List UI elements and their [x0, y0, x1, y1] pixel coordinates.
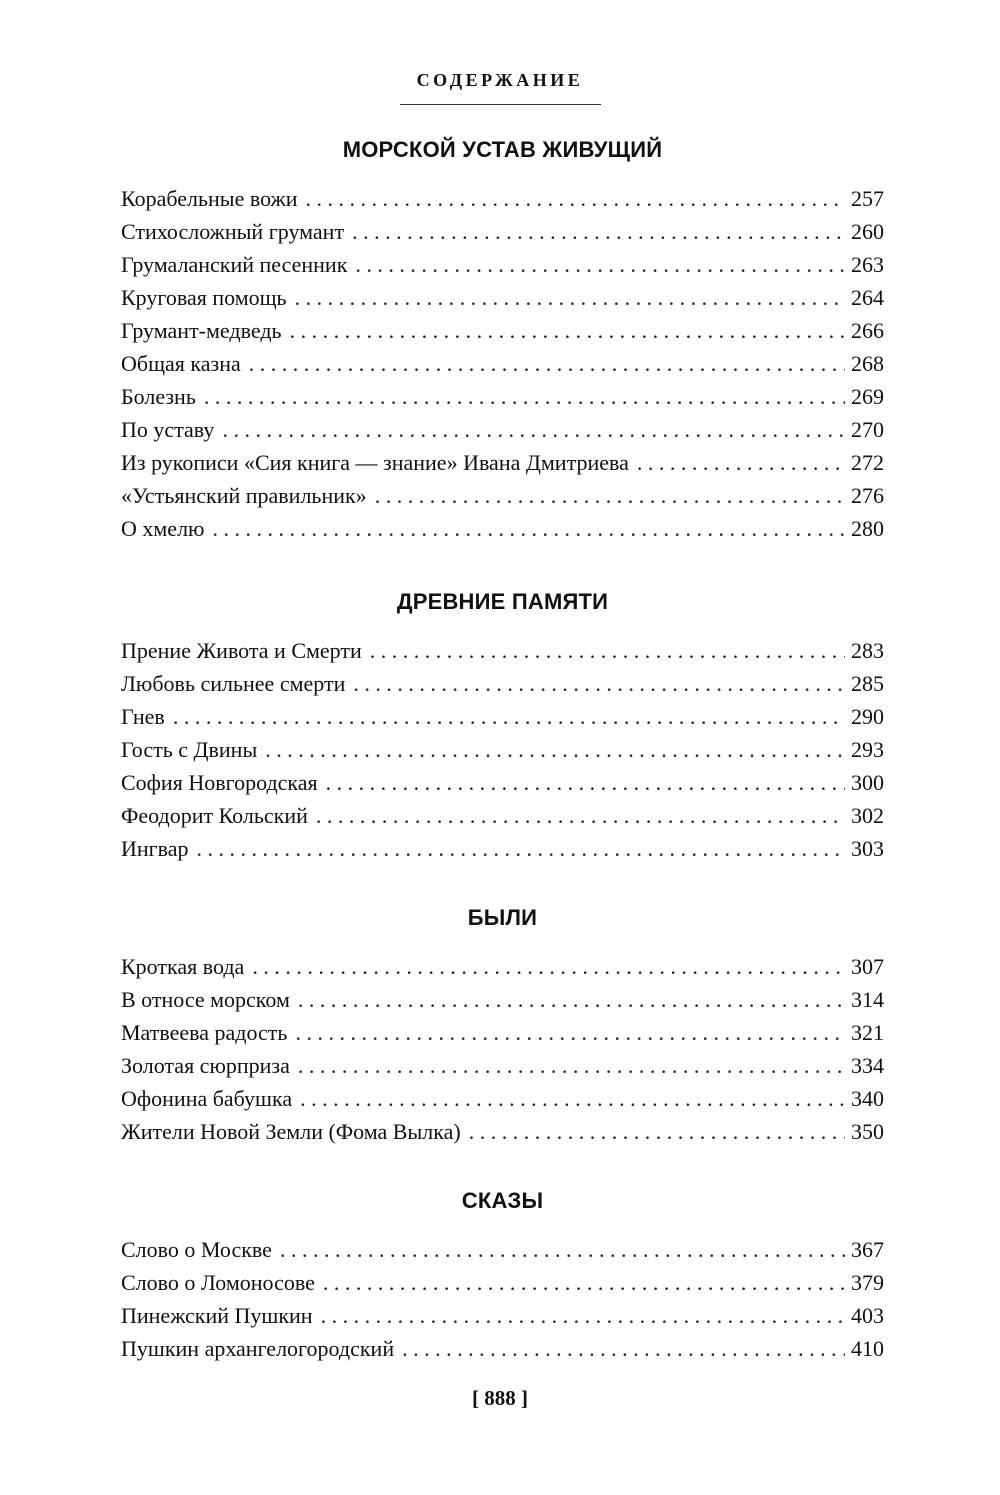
toc-entry: [121, 314, 884, 347]
toc-entry: [121, 347, 884, 380]
toc-entry: [121, 479, 884, 512]
toc-entry-title: Грумаланский песенник: [121, 252, 348, 277]
toc-entry-title: О хмелю: [121, 516, 205, 541]
dot-leader: [295, 281, 845, 314]
dot-leader: [249, 347, 845, 380]
toc-entry-title: Гость с Двины: [121, 737, 258, 762]
toc-entry-title: Офонина бабушка: [121, 1086, 293, 1111]
toc-entry-title: Кроткая вода: [121, 954, 245, 979]
toc-entry-title: Общая казна: [121, 351, 241, 376]
dot-leader: [298, 1049, 845, 1082]
dot-leader: [326, 766, 845, 799]
toc-entry-title: Золотая сюрприза: [121, 1053, 290, 1078]
toc-entry-page: 410: [851, 1336, 884, 1361]
toc-entry: [121, 1082, 884, 1115]
toc-entry-page: 367: [851, 1237, 884, 1262]
toc-entry-page: 340: [851, 1086, 884, 1111]
toc-entry-title: Слово о Ломоносове: [121, 1270, 315, 1295]
toc-entry: [121, 380, 884, 413]
toc-entry-title: По уставу: [121, 417, 215, 442]
section-title: СКАЗЫ: [461, 1188, 544, 1213]
section-title: ДРЕВНИЕ ПАМЯТИ: [396, 589, 609, 614]
toc-section: [121, 584, 884, 865]
toc-entry-title: «Устьянский правильник»: [121, 483, 367, 508]
toc-list: [121, 950, 884, 1148]
toc-entry-page: 264: [851, 285, 884, 310]
toc-entry-page: 285: [851, 671, 884, 696]
toc-section: [121, 1183, 884, 1365]
toc-entry-page: 283: [851, 638, 884, 663]
dot-leader: [370, 634, 845, 667]
dot-leader: [352, 215, 845, 248]
toc-entry-title: Круговая помощь: [121, 285, 287, 310]
page-number: [ 888 ]: [472, 1386, 528, 1410]
dot-leader: [637, 446, 845, 479]
toc-entry: [121, 446, 884, 479]
toc-entry-page: 307: [851, 954, 884, 979]
toc-entry-page: 314: [851, 987, 884, 1012]
toc-entry-title: Болезнь: [121, 384, 196, 409]
running-head: СОДЕРЖАНИЕ: [416, 70, 584, 90]
toc-entry-title: Гнев: [121, 704, 165, 729]
dot-leader: [295, 1016, 845, 1049]
toc-entry: [121, 248, 884, 281]
toc-section: [121, 132, 884, 545]
running-head-rule: [400, 104, 601, 105]
toc-entry: [121, 766, 884, 799]
toc-entry-page: 334: [851, 1053, 884, 1078]
dot-leader: [321, 1299, 845, 1332]
dot-leader: [300, 1082, 845, 1115]
toc-entry-page: 266: [851, 318, 884, 343]
dot-leader: [469, 1115, 845, 1148]
toc-entry-page: 302: [851, 803, 884, 828]
toc-entry: [121, 1332, 884, 1365]
toc-entry: [121, 667, 884, 700]
dot-leader: [265, 733, 845, 766]
dot-leader: [355, 248, 845, 281]
dot-leader: [323, 1266, 845, 1299]
toc-entry-title: Стихосложный грумант: [121, 219, 345, 244]
toc-entry: [121, 182, 884, 215]
toc-entry: [121, 1049, 884, 1082]
dot-leader: [316, 799, 845, 832]
section-title: БЫЛИ: [467, 905, 538, 930]
toc-entry-title: Пушкин архангелогородский: [121, 1336, 395, 1361]
toc-entry-title: Феодорит Кольский: [121, 803, 308, 828]
toc-entry-title: София Новгородская: [121, 770, 318, 795]
toc-entry: [121, 512, 884, 545]
toc-entry: [121, 634, 884, 667]
toc-entry-title: Пинежский Пушкин: [121, 1303, 313, 1328]
toc-entry-title: Слово о Москве: [121, 1237, 272, 1262]
toc-entry: [121, 281, 884, 314]
dot-leader: [353, 667, 845, 700]
dot-leader: [298, 983, 845, 1016]
toc-entry-title: Жители Новой Земли (Фома Вылка): [121, 1119, 461, 1144]
toc-entry-title: Из рукописи «Сия книга — знание» Ивана Дмитриева: [121, 450, 629, 475]
toc-entry-page: 270: [851, 417, 884, 442]
dot-leader: [204, 380, 845, 413]
toc-entry-page: 303: [851, 836, 884, 861]
dot-leader: [402, 1332, 845, 1365]
toc-entry: [121, 983, 884, 1016]
toc-entry-page: 293: [851, 737, 884, 762]
toc-entry-title: Грумант-медведь: [121, 318, 282, 343]
toc-entry: [121, 1233, 884, 1266]
toc-section: [121, 900, 884, 1148]
toc-entry: [121, 1266, 884, 1299]
dot-leader: [197, 832, 845, 865]
toc-entry-page: 263: [851, 252, 884, 277]
toc-entry-page: 290: [851, 704, 884, 729]
toc-entry-title: В относе морском: [121, 987, 290, 1012]
dot-leader: [375, 479, 845, 512]
dot-leader: [173, 700, 845, 733]
toc-entry: [121, 950, 884, 983]
toc-entry: [121, 215, 884, 248]
toc-entry-page: 268: [851, 351, 884, 376]
toc-entry-title: Корабельные вожи: [121, 186, 298, 211]
toc-list: [121, 182, 884, 545]
dot-leader: [280, 1233, 845, 1266]
toc-entry-page: 300: [851, 770, 884, 795]
dot-leader: [306, 182, 845, 215]
toc-entry-page: 379: [851, 1270, 884, 1295]
toc-entry: [121, 733, 884, 766]
toc-entry: [121, 413, 884, 446]
toc-entry-page: 260: [851, 219, 884, 244]
toc-entry: [121, 832, 884, 865]
toc-list: [121, 1233, 884, 1365]
toc-entry: [121, 1299, 884, 1332]
section-title: МОРСКОЙ УСТАВ ЖИВУЩИЙ: [342, 137, 663, 162]
toc-entry-page: 321: [851, 1020, 884, 1045]
toc-entry: [121, 700, 884, 733]
dot-leader: [290, 314, 845, 347]
toc-entry: [121, 1115, 884, 1148]
toc-entry: [121, 799, 884, 832]
toc-entry-page: 272: [851, 450, 884, 475]
dot-leader: [252, 950, 845, 983]
toc-entry: [121, 1016, 884, 1049]
toc-entry-page: 269: [851, 384, 884, 409]
dot-leader: [222, 413, 845, 446]
toc-entry-page: 280: [851, 516, 884, 541]
toc-list: [121, 634, 884, 865]
dot-leader: [213, 512, 846, 545]
toc-entry-title: Любовь сильнее смерти: [121, 671, 346, 696]
toc-entry-page: 276: [851, 483, 884, 508]
toc-entry-page: 257: [851, 186, 884, 211]
toc-entry-page: 350: [851, 1119, 884, 1144]
toc-entry-title: Ингвар: [121, 836, 189, 861]
toc-entry-page: 403: [851, 1303, 884, 1328]
toc-entry-title: Матвеева радость: [121, 1020, 288, 1045]
toc-entry-title: Прение Живота и Смерти: [121, 638, 362, 663]
